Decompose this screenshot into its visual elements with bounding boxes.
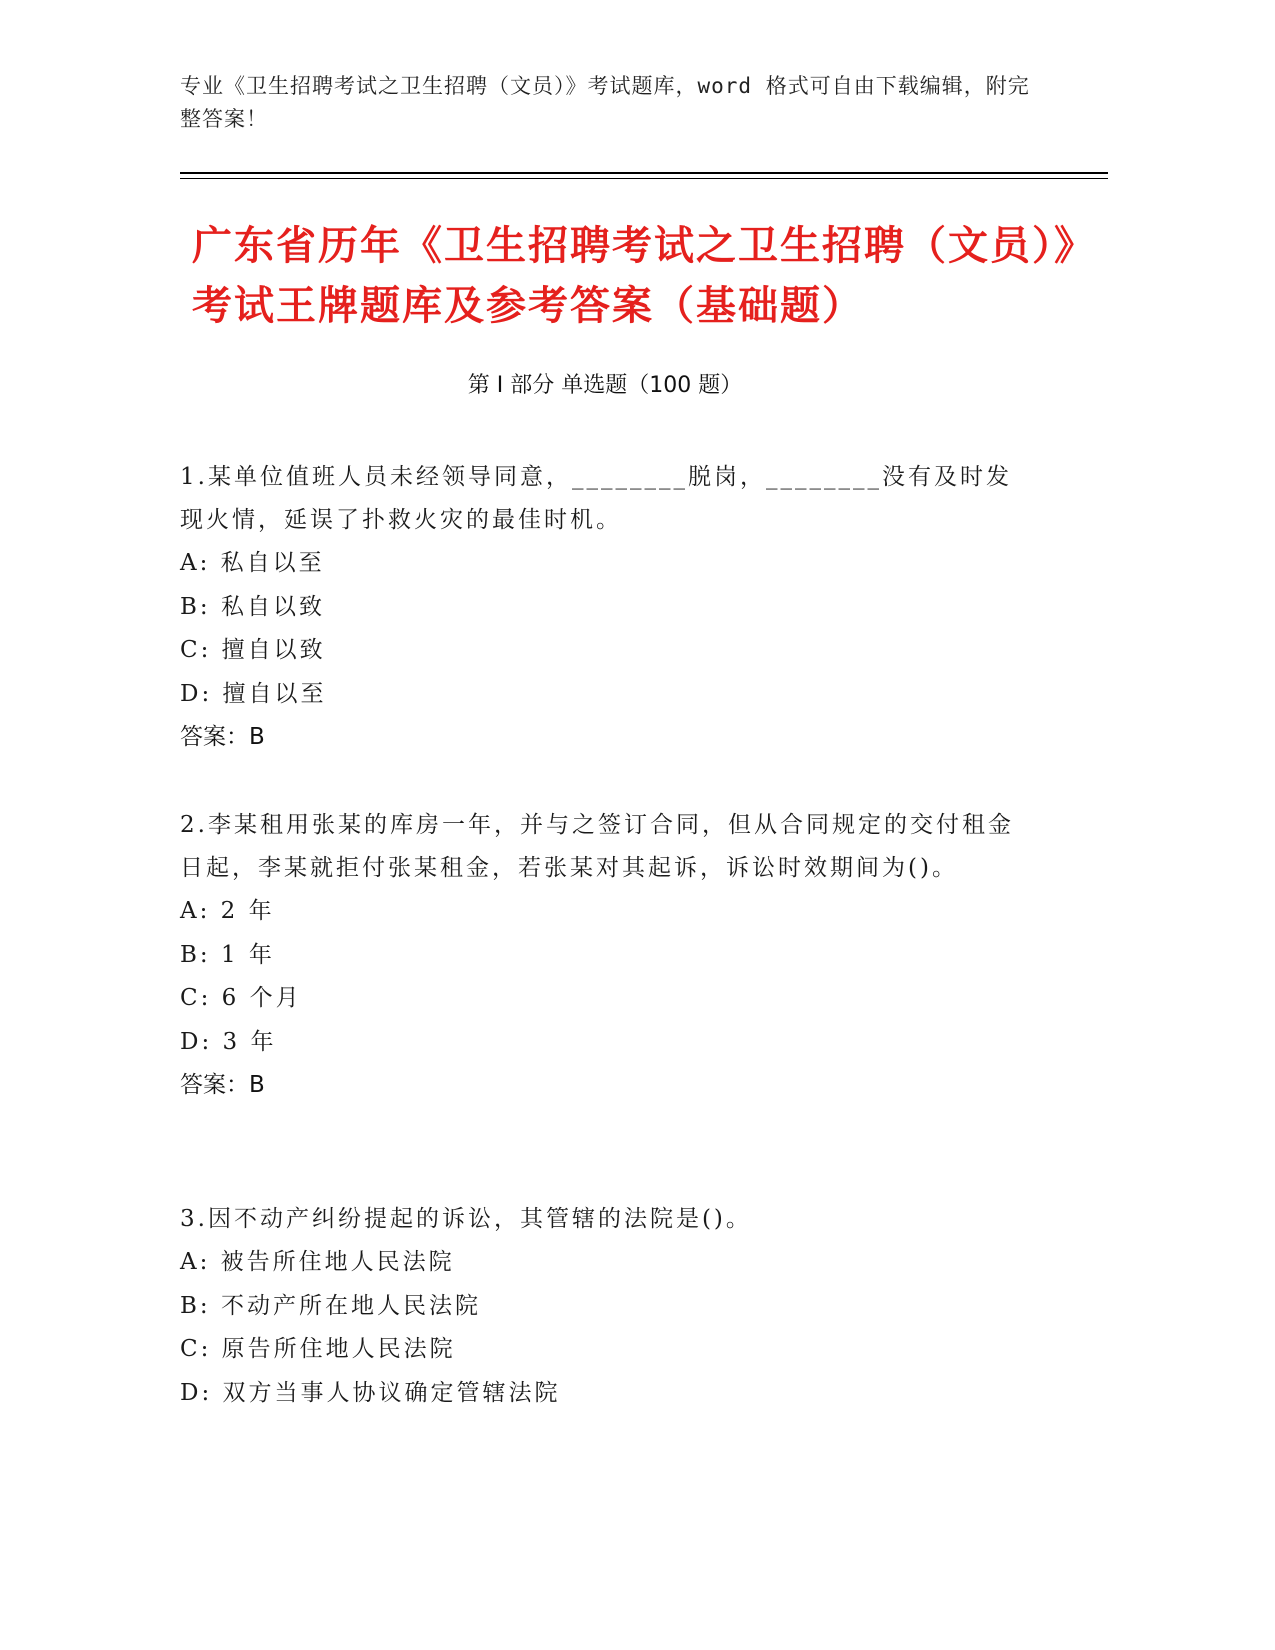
question-1 [180, 456, 1020, 760]
question-stem: 3.因不动产纠纷提起的诉讼，其管辖的法院是()。 [180, 1206, 752, 1232]
option-c: C: 擅自以致 [180, 637, 326, 663]
option-b: B: 1 年 [180, 941, 275, 968]
option-d: D: 3 年 [180, 1028, 277, 1055]
header-rule-thin [180, 178, 1108, 179]
option-d: D: 擅自以至 [180, 680, 327, 707]
question-stem: 1.某单位值班人员未经领导同意，________脱岗，________没有及时发现火情，延误了扑救火灾的最佳时机。 [180, 464, 1012, 533]
header-note: 专业《卫生招聘考试之卫生招聘（文员）》考试题库，word 格式可自由下载编辑，附完整答案！ [180, 74, 1030, 131]
option-a: A: 2 年 [180, 898, 275, 924]
question-3 [180, 1198, 1020, 1415]
section-heading: 第 I 部分 单选题（100 题） [467, 373, 743, 398]
question-stem: 2.李某租用张某的库房一年，并与之签订合同，但从合同规定的交付租金日起，李某就拒付张某租金，若张某对其起诉，诉讼时效期间为()。 [180, 812, 1014, 881]
option-b: B: 不动产所在地人民法院 [180, 1292, 481, 1319]
answer-line: 答案：B [180, 1072, 265, 1098]
answer-line: 答案：B [180, 724, 265, 750]
question-2 [180, 804, 1020, 1108]
option-b: B: 私自以致 [180, 593, 325, 620]
option-a: A: 私自以至 [180, 550, 325, 576]
header-rule-thick [180, 172, 1108, 174]
option-a: A: 被告所住地人民法院 [180, 1249, 455, 1275]
option-c: C: 原告所住地人民法院 [180, 1336, 456, 1362]
option-d: D: 双方当事人协议确定管辖法院 [180, 1379, 561, 1406]
document-title: 广东省历年《卫生招聘考试之卫生招聘（文员）》考试王牌题库及参考答案（基础题） [192, 223, 1076, 329]
option-c: C: 6 个月 [180, 985, 302, 1011]
